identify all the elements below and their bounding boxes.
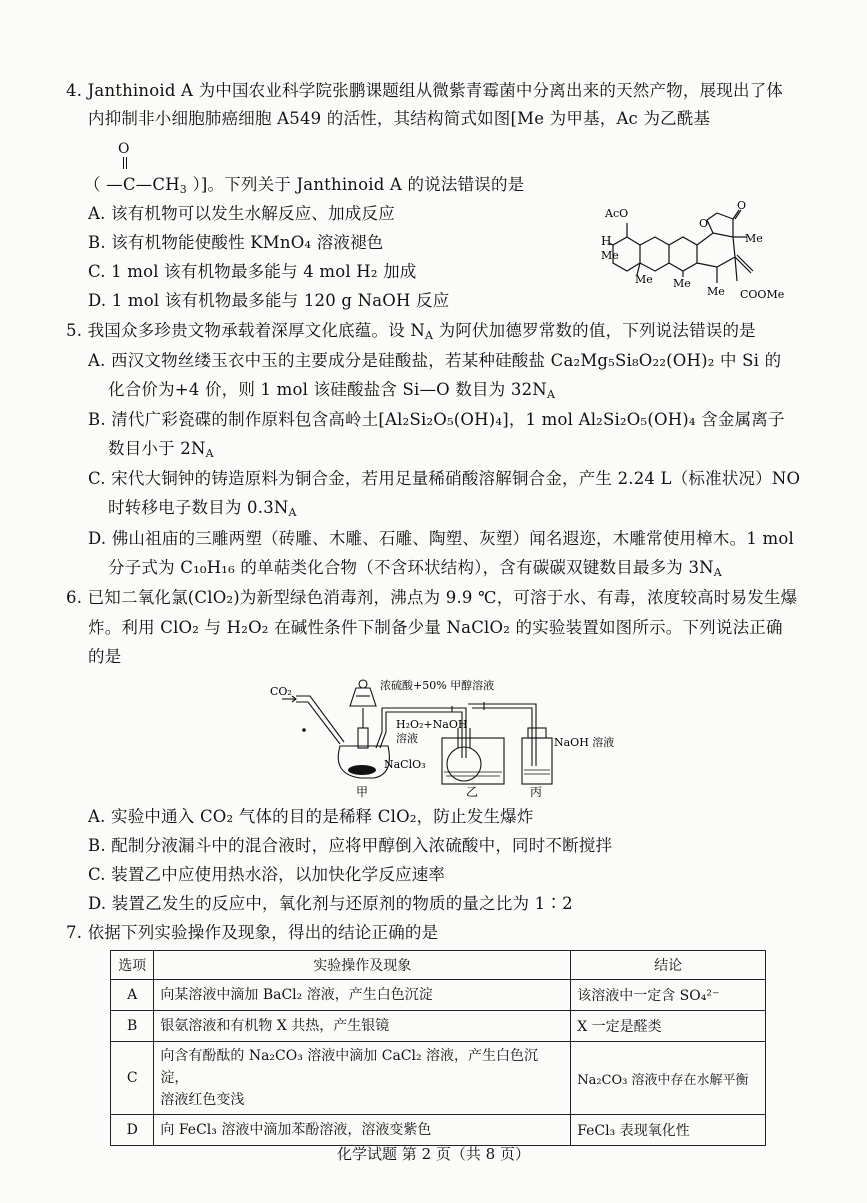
q4-line2: 内抑制非小细胞肺癌细胞 A549 的活性，其结构简式如图[Me 为甲基，Ac 为乙酰基 xyxy=(88,109,711,128)
q4-option-d: D. 1 mol 该有机物最多能与 120 g NaOH 反应 xyxy=(88,291,450,310)
page-footer: 化学试题 第 2 页（共 8 页） xyxy=(337,1145,530,1163)
q5-option-a-text: 化合价为+4 价，则 1 mol 该硅酸盐含 Si—O 数目为 32N xyxy=(108,380,547,399)
q6-option-d: D. 装置乙发生的反应中，氧化剂与还原剂的物质的量之比为 1∶2 xyxy=(88,894,573,913)
acyl-double-bond xyxy=(123,157,127,169)
table-row xyxy=(111,980,766,1011)
janthinoid-structure xyxy=(595,195,795,310)
q5-option-c-line2 xyxy=(108,497,297,519)
apparatus-diagram xyxy=(270,676,630,802)
methyl-label-4: Me xyxy=(707,285,725,298)
row-c-option: C xyxy=(111,1042,154,1115)
apparatus-bing-label: 丙 xyxy=(530,785,543,799)
q5-option-d-sub: A xyxy=(713,566,722,579)
q5-option-a-line1: A. 西汉文物丝缕玉衣中玉的主要成分是硅酸盐，若某种硅酸盐 Ca₂Mg₅Si₈O₂₂(OH)₂ 中 Si 的 xyxy=(88,351,782,370)
q5-option-b-text: 数目小于 2N xyxy=(108,439,206,458)
q5-option-c-line1: C. 宋代大铜钟的铸造原料为铜合金，若用足量稀硝酸溶解铜合金，产生 2.24 L（标准状况）NO xyxy=(88,469,801,488)
q6-line2: 炸。利用 ClO₂ 与 H₂O₂ 在碱性条件下制备少量 NaClO₂ 的实验装置如图所示。下列说法正确 xyxy=(88,618,783,637)
row-d-conclusion: FeCl₃ 表现氧化性 xyxy=(571,1115,766,1146)
q5-option-b-sub: A xyxy=(205,447,214,460)
q5-option-a-sub: A xyxy=(546,388,556,401)
co2-label: CO₂ xyxy=(270,685,292,698)
q5-stem-end: 为阿伏加德罗常数的值，下列说法错误的是 xyxy=(433,321,756,340)
q6-line3: 的是 xyxy=(88,647,122,666)
table-row xyxy=(111,1011,766,1042)
q5-stem-sub: A xyxy=(424,329,434,342)
q4-option-a: A. 该有机物可以发生水解反应、加成反应 xyxy=(88,204,395,223)
q5-option-d-line2 xyxy=(108,557,722,579)
q6-line1: 6. 已知二氧化氯(ClO₂)为新型绿色消毒剂，沸点为 9.9 ℃，可溶于水、有毒，浓度较高时易发生爆 xyxy=(66,588,798,607)
methyl-label-1: Me xyxy=(601,249,619,262)
q5-option-b-line2 xyxy=(108,438,214,460)
ester-label: COOMe xyxy=(740,288,785,301)
q4-option-c: C. 1 mol 该有机物最多能与 4 mol H₂ 加成 xyxy=(88,262,417,281)
header-operation: 实验操作及现象 xyxy=(154,951,571,980)
q7-table xyxy=(110,950,766,1146)
naoh-label: NaOH 溶液 xyxy=(554,736,615,749)
row-c-operation xyxy=(154,1042,571,1115)
q4-line1: 4. Janthinoid A 为中国农业科学院张鹏课题组从微紫青霉菌中分离出来的天然产物，展现出了体 xyxy=(66,81,784,100)
table-row xyxy=(111,1115,766,1146)
q6-option-b: B. 配制分液漏斗中的混合液时，应将甲醇倒入浓硫酸中，同时不断搅拌 xyxy=(88,836,613,855)
row-b-operation: 银氨溶液和有机物 X 共热，产生银镜 xyxy=(154,1011,571,1042)
row-a-option: A xyxy=(111,980,154,1011)
q5-stem-text: 5. 我国众多珍贵文物承载着深厚文化底蕴。设 N xyxy=(66,321,425,340)
header-option: 选项 xyxy=(111,951,154,980)
header-conclusion: 结论 xyxy=(571,951,766,980)
q4-option-b: B. 该有机物能使酸性 KMnO₄ 溶液褪色 xyxy=(88,233,384,252)
row-b-conclusion: X 一定是醛类 xyxy=(571,1011,766,1042)
row-b-option: B xyxy=(111,1011,154,1042)
row-d-option: D xyxy=(111,1115,154,1146)
carbonyl-oxygen-label: O xyxy=(737,199,747,212)
q6-option-a: A. 实验中通入 CO₂ 气体的目的是稀释 ClO₂，防止发生爆炸 xyxy=(88,807,534,826)
row-c-conclusion: Na₂CO₃ 溶液中存在水解平衡 xyxy=(571,1042,766,1115)
q5-option-c-text: 时转移电子数目为 0.3N xyxy=(108,498,289,517)
methyl-label-3: Me xyxy=(673,277,691,290)
table-header-row xyxy=(111,951,766,980)
q4-line3-part1: （ —C—CH xyxy=(84,175,180,194)
q5-option-c-sub: A xyxy=(288,506,297,519)
q5-stem xyxy=(66,320,756,342)
q4-line3 xyxy=(84,174,524,196)
h2o2-label: H₂O₂+NaOH xyxy=(396,718,468,731)
apparatus-jia-label: 甲 xyxy=(356,785,369,799)
q7-stem: 7. 依据下列实验操作及现象，得出的结论正确的是 xyxy=(66,923,439,942)
methyl-label-5: Me xyxy=(745,232,763,245)
naclo3-label: NaClO₃ xyxy=(384,758,426,771)
q4-line3-sub: 3 xyxy=(179,183,187,196)
solution-label: 溶液 xyxy=(396,732,418,745)
row-a-conclusion: 该溶液中一定含 SO₄²⁻ xyxy=(571,980,766,1011)
acetoxy-label: AcO xyxy=(605,207,629,220)
row-c-operation-line1: 向含有酚酞的 Na₂CO₃ 溶液中滴加 CaCl₂ 溶液，产生白色沉淀， xyxy=(160,1048,539,1086)
table-row xyxy=(111,1042,766,1115)
q5-option-d-text: 分子式为 C₁₀H₁₆ 的单萜类化合物（不含环状结构），含有碳碳双键数目最多为 3N xyxy=(108,558,714,577)
methyl-label-2: Me xyxy=(635,273,653,286)
row-c-operation-line2: 溶液红色变浅 xyxy=(160,1092,245,1108)
reagent-label: 浓硫酸+50% 甲醇溶液 xyxy=(380,679,495,692)
row-a-operation: 向某溶液中滴加 BaCl₂ 溶液，产生白色沉淀 xyxy=(154,980,571,1011)
q5-option-a-line2 xyxy=(108,379,555,401)
q5-option-d-line1: D. 佛山祖庙的三雕两塑（砖雕、木雕、石雕、陶塑、灰塑）闻名遐迩，木雕常使用樟木。1 mol xyxy=(88,529,794,548)
q5-option-b-line1: B. 清代广彩瓷碟的制作原料包含高岭土[Al₂Si₂O₅(OH)₄]，1 mol Al₂Si₂O₅(OH)₄ 含金属离子 xyxy=(88,410,785,429)
q6-option-c: C. 装置乙中应使用热水浴，以加快化学反应速率 xyxy=(88,865,446,884)
hydrogen-label: H xyxy=(601,234,612,248)
apparatus-yi-label: 乙 xyxy=(466,785,479,799)
ring-oxygen-label: O xyxy=(699,217,709,230)
q4-line3-part2: ）]。下列关于 Janthinoid A 的说法错误的是 xyxy=(187,175,525,194)
row-d-operation: 向 FeCl₃ 溶液中滴加苯酚溶液，溶液变紫色 xyxy=(154,1115,571,1146)
acyl-oxygen-label: O xyxy=(118,141,130,157)
